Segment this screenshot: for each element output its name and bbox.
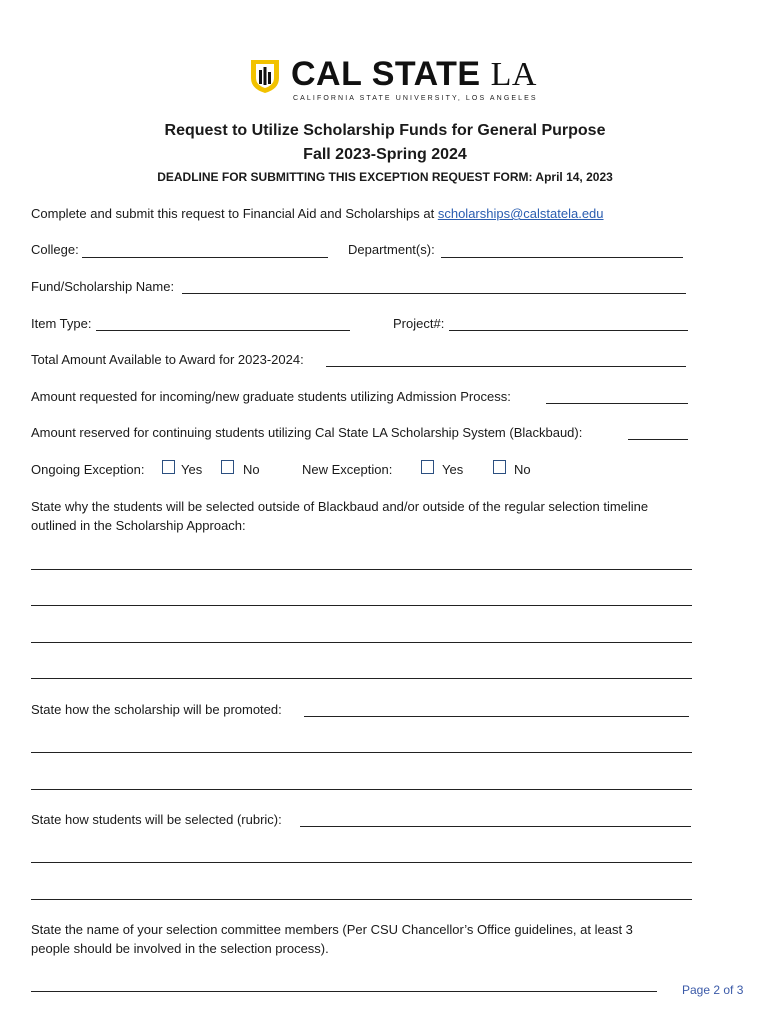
amount-continuing-input-line[interactable] bbox=[628, 439, 688, 440]
promoted-answer-line[interactable] bbox=[304, 716, 689, 717]
department-input-line[interactable] bbox=[441, 257, 683, 258]
ongoing-yes-label: Yes bbox=[181, 462, 203, 477]
email-link[interactable]: scholarships@calstatela.edu bbox=[437, 206, 604, 221]
selected-answer-line[interactable] bbox=[31, 899, 692, 900]
new-no-checkbox[interactable] bbox=[493, 460, 506, 474]
selected-answer-line[interactable] bbox=[31, 862, 692, 863]
item-type-label: Item Type: bbox=[31, 316, 92, 331]
form-title: Request to Utilize Scholarship Funds for General Purpose bbox=[164, 122, 606, 139]
promoted-answer-line[interactable] bbox=[31, 789, 692, 790]
why-answer-line[interactable] bbox=[31, 678, 692, 679]
promoted-answer-line[interactable] bbox=[31, 752, 692, 753]
logo-subtitle: CALIFORNIA STATE UNIVERSITY, LOS ANGELES bbox=[293, 95, 538, 102]
college-label: College: bbox=[31, 242, 79, 257]
new-no-label: No bbox=[514, 462, 531, 477]
page-number: Page 2 of 3 bbox=[682, 983, 744, 997]
new-yes-label: Yes bbox=[442, 462, 464, 477]
project-input-line[interactable] bbox=[449, 330, 688, 331]
project-label: Project#: bbox=[393, 316, 445, 331]
total-amount-input-line[interactable] bbox=[326, 366, 686, 367]
deadline-notice: DEADLINE FOR SUBMITTING THIS EXCEPTION REQUEST FORM: April 14, 2023 bbox=[157, 170, 613, 184]
promoted-question: State how the scholarship will be promoted: bbox=[31, 702, 282, 717]
committee-question-line-1: State the name of your selection committee members (Per CSU Chancellor’s Office guidelines, at least 3 bbox=[31, 922, 633, 937]
why-question-line-1: State why the students will be selected outside of Blackbaud and/or outside of the regular selection timeline bbox=[31, 499, 649, 514]
why-answer-line[interactable] bbox=[31, 642, 692, 643]
why-answer-line[interactable] bbox=[31, 569, 692, 570]
committee-answer-line[interactable] bbox=[31, 991, 657, 992]
selected-question: State how students will be selected (rubric): bbox=[31, 812, 282, 827]
cal-state-la-logo bbox=[249, 54, 549, 106]
ongoing-no-label: No bbox=[243, 462, 260, 477]
fund-name-label: Fund/Scholarship Name: bbox=[31, 279, 175, 294]
new-exception-label: New Exception: bbox=[302, 462, 393, 477]
amount-incoming-input-line[interactable] bbox=[546, 403, 688, 404]
department-label: Department(s): bbox=[348, 242, 435, 257]
ongoing-no-checkbox[interactable] bbox=[221, 460, 234, 474]
fund-name-input-line[interactable] bbox=[182, 293, 686, 294]
selected-answer-line[interactable] bbox=[300, 826, 691, 827]
ongoing-exception-label: Ongoing Exception: bbox=[31, 462, 145, 477]
amount-continuing-label: Amount reserved for continuing students utilizing Cal State LA Scholarship System (Blackbaud): bbox=[31, 425, 583, 440]
item-type-input-line[interactable] bbox=[96, 330, 350, 331]
why-answer-line[interactable] bbox=[31, 605, 692, 606]
total-amount-label: Total Amount Available to Award for 2023-2024: bbox=[31, 352, 304, 367]
new-yes-checkbox[interactable] bbox=[421, 460, 434, 474]
ongoing-yes-checkbox[interactable] bbox=[162, 460, 175, 474]
university-seal-icon bbox=[249, 56, 281, 94]
committee-question-line-2: people should be involved in the selection process). bbox=[31, 941, 329, 956]
logo-wordmark: CAL STATE LA bbox=[291, 55, 537, 93]
college-input-line[interactable] bbox=[82, 257, 328, 258]
amount-incoming-label: Amount requested for incoming/new graduate students utilizing Admission Process: bbox=[31, 389, 511, 404]
intro-text: Complete and submit this request to Financial Aid and Scholarships at scholarships@calstatela.edu bbox=[31, 206, 604, 221]
why-question-line-2: outlined in the Scholarship Approach: bbox=[31, 518, 246, 533]
form-term: Fall 2023-Spring 2024 bbox=[303, 146, 467, 163]
